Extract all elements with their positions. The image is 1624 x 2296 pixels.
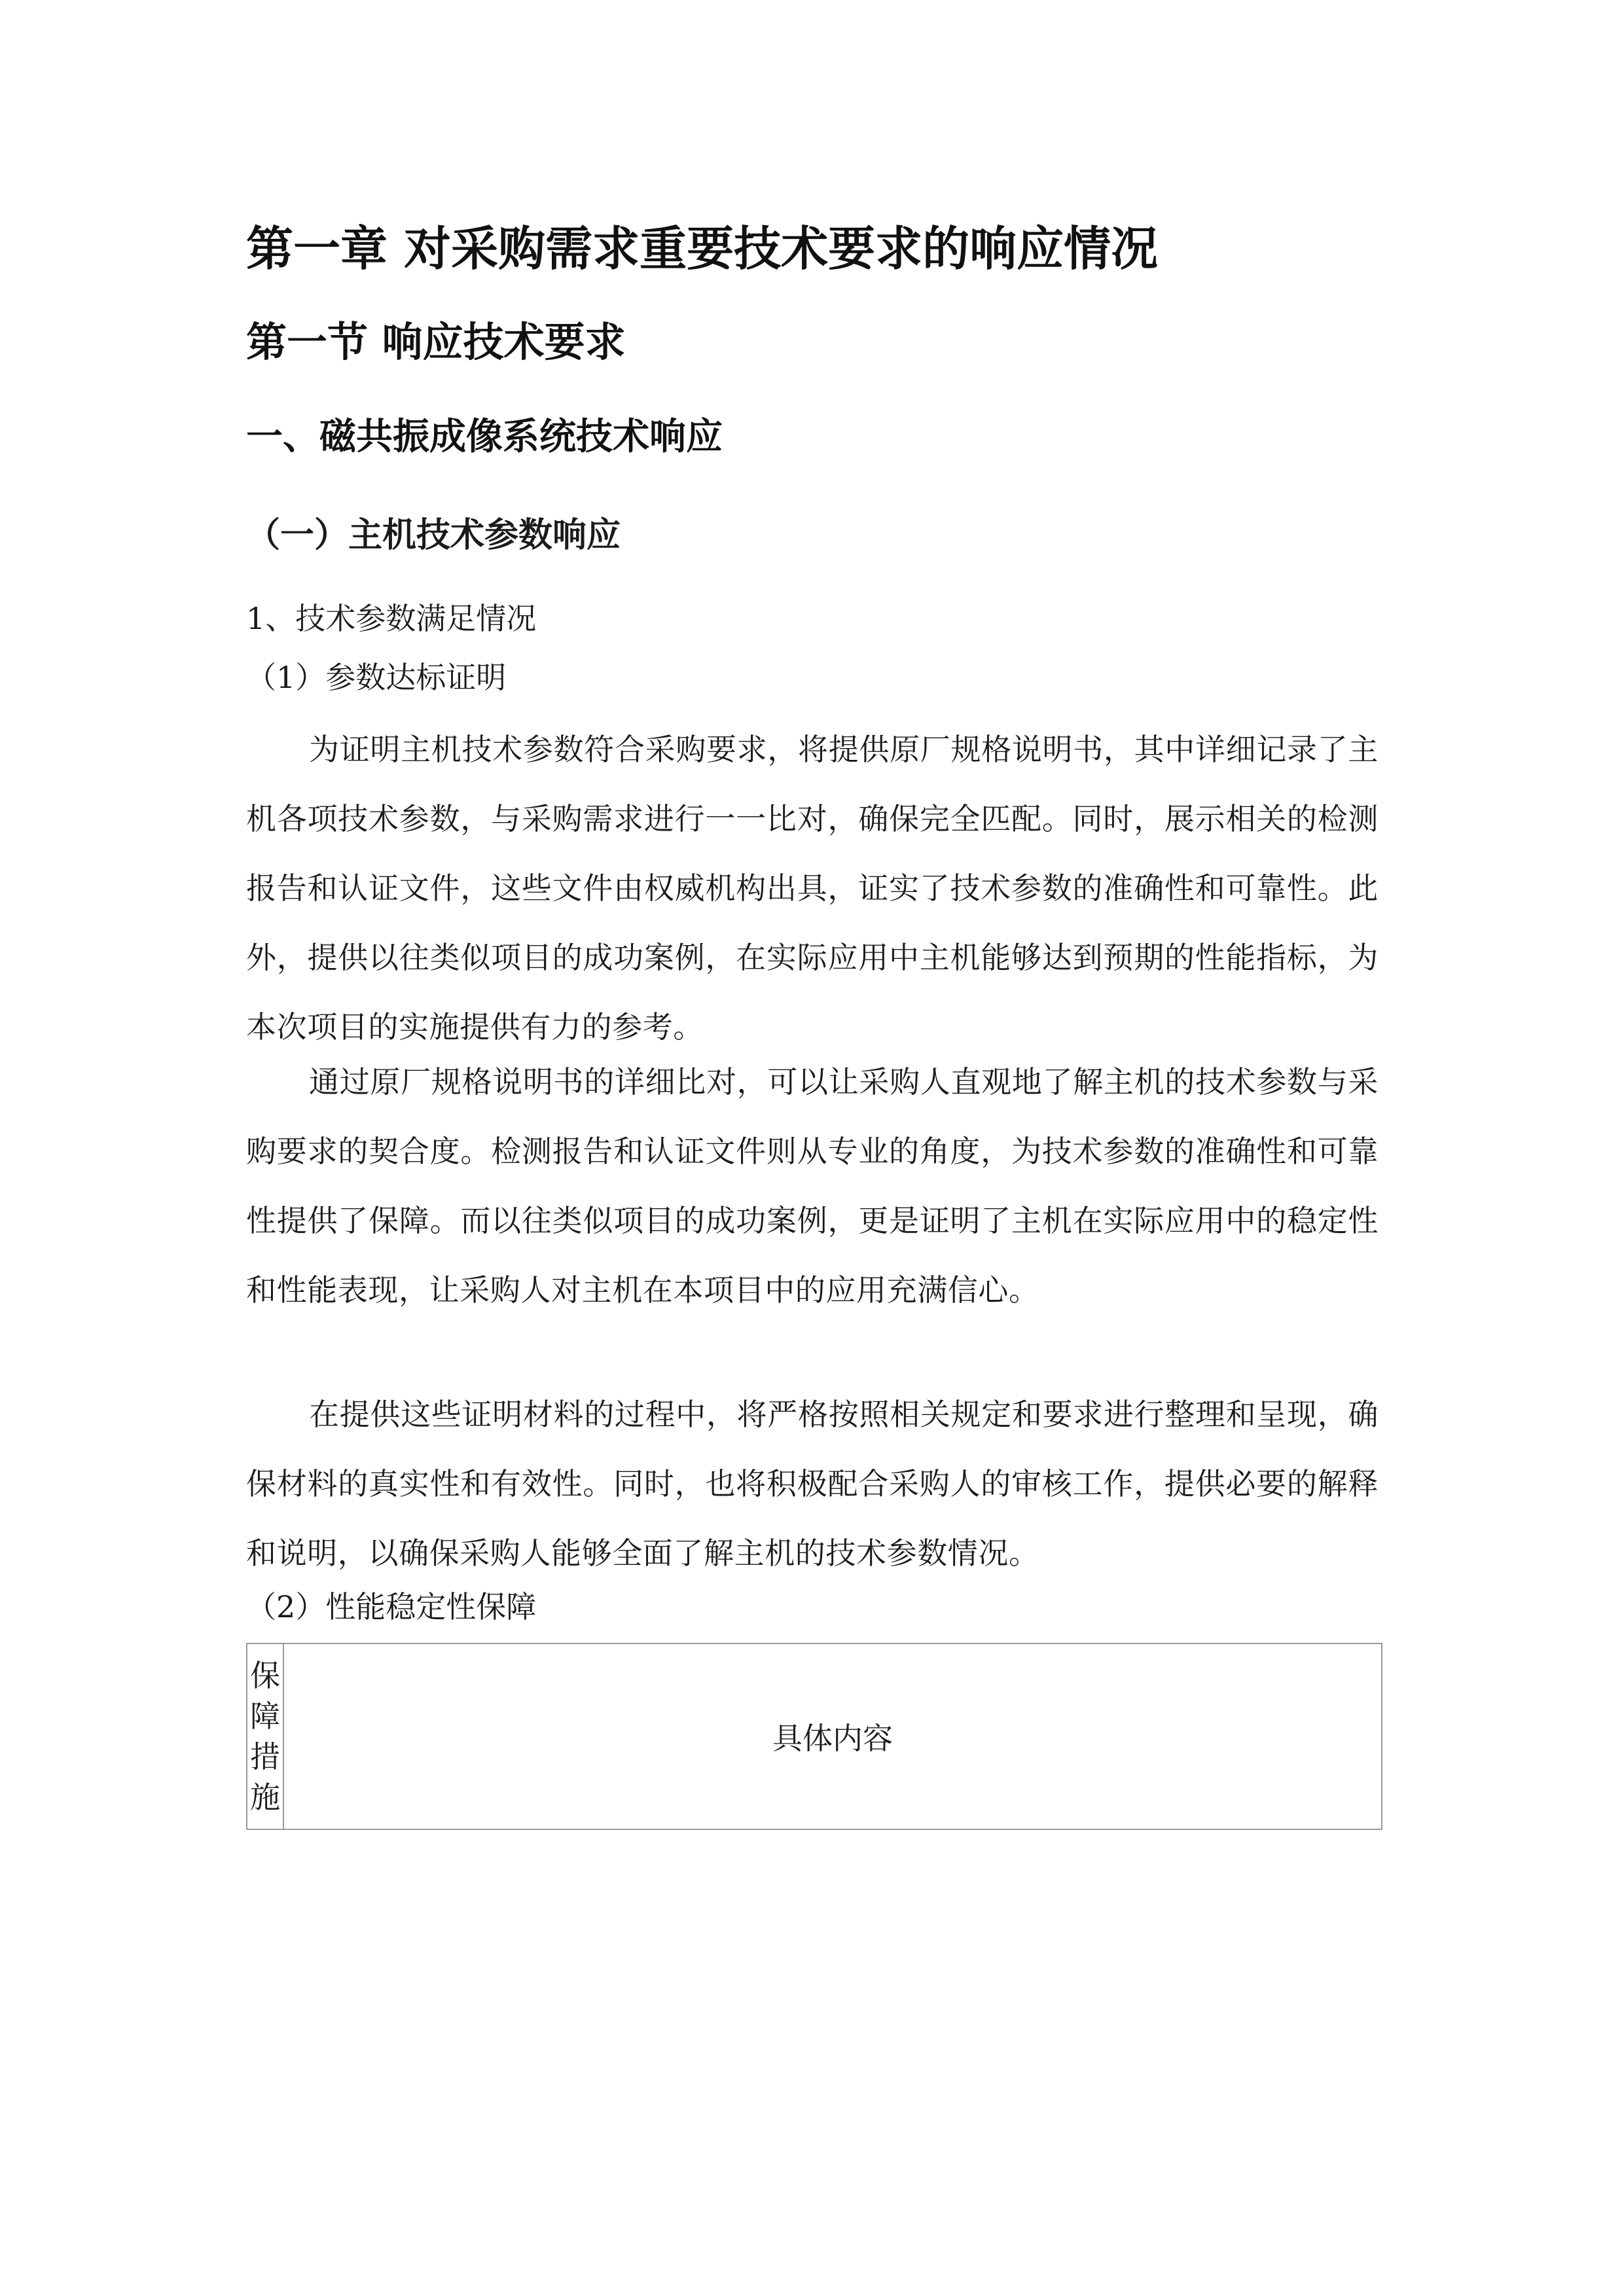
guarantee-table <box>246 1643 1382 1830</box>
paragraph: 通过原厂规格说明书的详细比对，可以让采购人直观地了解主机的技术参数与采购要求的契合度。检测报告和认证文件则从专业的角度，为技术参数的准确性和可靠性提供了保障。而以往类似项目的成功案例，更是证明了主机在实际应用中的稳定性和性能表现，让采购人对主机在本项目中的应用充满信心。 <box>246 1064 1379 1308</box>
subsection-title: 一、磁共振成像系统技术响应 <box>246 416 723 458</box>
paragraph: 在提供这些证明材料的过程中，将严格按照相关规定和要求进行整理和呈现，确保材料的真实性和有效性。同时，也将积极配合采购人的审核工作，提供必要的解释和说明，以确保采购人能够全面了解主机的技术参数情况。 <box>246 1397 1379 1571</box>
part-title: （一）主机技术参数响应 <box>246 515 621 555</box>
paragraph: 为证明主机技术参数符合采购要求，将提供原厂规格说明书，其中详细记录了主机各项技术参数，与采购需求进行一一比对，确保完全匹配。同时，展示相关的检测报告和认证文件，这些文件由权威机构出具，证实了技术参数的准确性和可靠性。此外，提供以往类似项目的成功案例，在实际应用中主机能够达到预期的性能指标，为本次项目的实施提供有力的参考。 <box>246 732 1379 1045</box>
table-header-measure: 保障措施 <box>247 1643 283 1829</box>
sub-item-title-parameter-proof: （1）参数达标证明 <box>246 660 507 695</box>
table-header-row <box>247 1643 1382 1829</box>
chapter-title: 第一章 对采购需求重要技术要求的响应情况 <box>246 221 1159 276</box>
section-title: 第一节 响应技术要求 <box>246 318 626 366</box>
item-title: 1、技术参数满足情况 <box>246 601 537 636</box>
table-header-content: 具体内容 <box>283 1643 1382 1829</box>
sub-item-title-stability: （2）性能稳定性保障 <box>246 1589 537 1624</box>
